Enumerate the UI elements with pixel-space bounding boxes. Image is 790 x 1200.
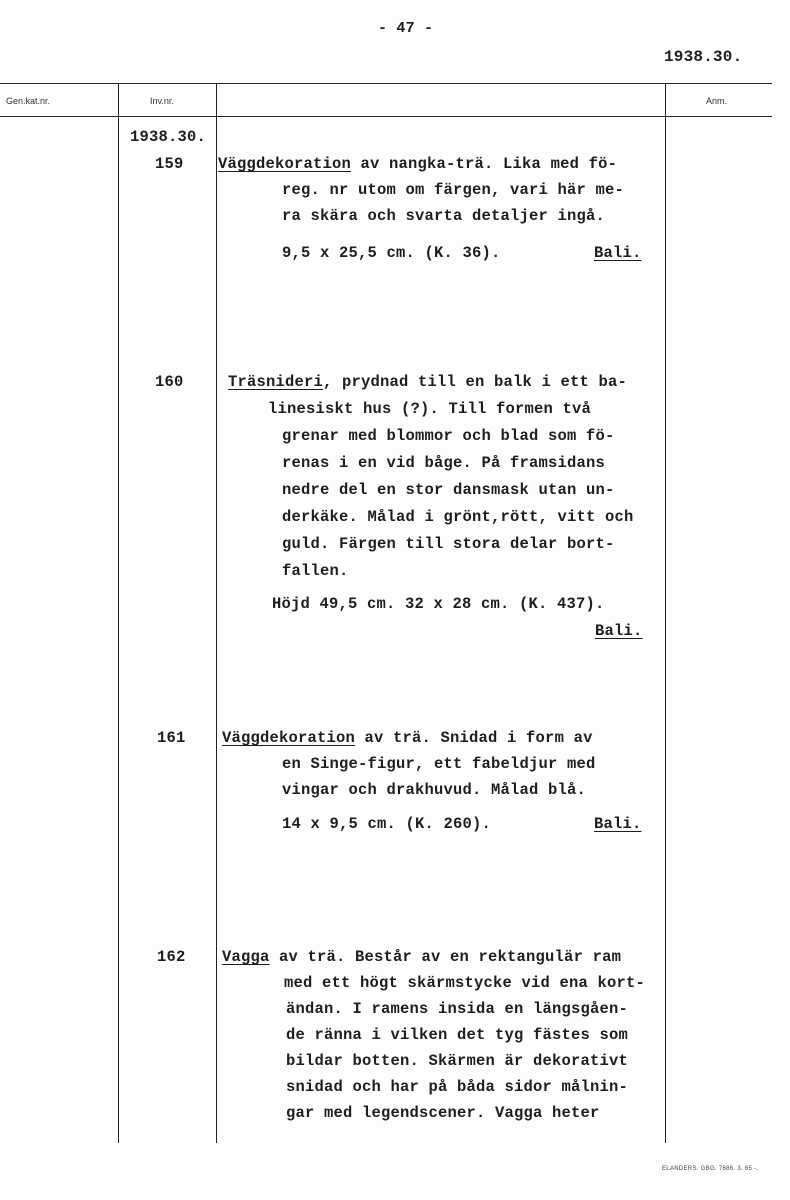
entry-title: Väggdekoration [218, 155, 352, 173]
entry-line: renas i en vid båge. På framsidans [282, 454, 606, 472]
column-header-gen-kat: Gen.kat.nr. [6, 96, 51, 106]
entry-line: derkäke. Målad i grönt,rött, vitt och [282, 508, 634, 526]
entry-origin: Bali. [595, 622, 643, 640]
inventory-number: 159 [155, 155, 184, 173]
column-header-anm: Anm. [706, 96, 728, 106]
column-divider-inv-text [216, 83, 217, 1143]
entry-line: gar med legendscener. Vagga heter [286, 1104, 600, 1122]
entry-line: grenar med blommor och blad som fö- [282, 427, 615, 445]
entry-line: vingar och drakhuvud. Målad blå. [282, 781, 587, 799]
header-bottom-rule [0, 116, 772, 117]
entry-line: Höjd 49,5 cm. 32 x 28 cm. (K. 437). [272, 595, 605, 613]
entry-line: Vagga av trä. Består av en rektangulär ram [222, 948, 622, 966]
entry-line: ra skära och svarta detaljer ingå. [282, 207, 606, 225]
entry-line: Väggdekoration av trä. Snidad i form av [222, 729, 593, 747]
entry-title: Träsnideri [228, 373, 324, 391]
entry-line: Väggdekoration av nangka-trä. Lika med fö- [218, 155, 618, 173]
entry-origin: Bali. [594, 244, 642, 262]
entry-line: reg. nr utom om färgen, vari här me- [282, 181, 625, 199]
inventory-number: 161 [157, 729, 186, 747]
entry-line: 9,5 x 25,5 cm. (K. 36). [282, 244, 501, 262]
entry-line: 14 x 9,5 cm. (K. 260). [282, 815, 492, 833]
entry-line: med ett högt skärmstycke vid ena kort- [284, 974, 646, 992]
entry-line: nedre del en stor dansmask utan un- [282, 481, 615, 499]
inventory-number: 162 [157, 948, 186, 966]
column-header-inv: Inv.nr. [150, 96, 174, 106]
entry-line: ändan. I ramens insida en längsgåen- [286, 1000, 629, 1018]
inventory-number: 160 [155, 373, 184, 391]
entry-title: Vagga [222, 948, 270, 966]
entry-line: en Singe-figur, ett fabeldjur med [282, 755, 596, 773]
printer-mark: ELANDERS. GBG. 7686. 3. 65 -. [662, 1166, 759, 1172]
entry-line: guld. Färgen till stora delar bort- [282, 535, 615, 553]
entry-origin: Bali. [594, 815, 642, 833]
entry-line: fallen. [282, 562, 349, 580]
entry-line: snidad och har på båda sidor målnin- [286, 1078, 629, 1096]
entry-line: bildar botten. Skärmen är dekorativt [286, 1052, 629, 1070]
column-divider-gen-inv [118, 83, 119, 1143]
entry-title: Väggdekoration [222, 729, 356, 747]
section-heading: 1938.30. [130, 128, 207, 146]
page-number: - 47 - [378, 20, 434, 37]
entry-line: de ränna i vilken det tyg fästes som [286, 1026, 629, 1044]
header-top-rule [0, 83, 772, 84]
entry-line: linesiskt hus (?). Till formen två [268, 400, 592, 418]
entry-line: Träsnideri, prydnad till en balk i ett ba- [228, 373, 628, 391]
column-divider-text-anm [665, 83, 666, 1143]
page-code: 1938.30. [664, 48, 743, 66]
